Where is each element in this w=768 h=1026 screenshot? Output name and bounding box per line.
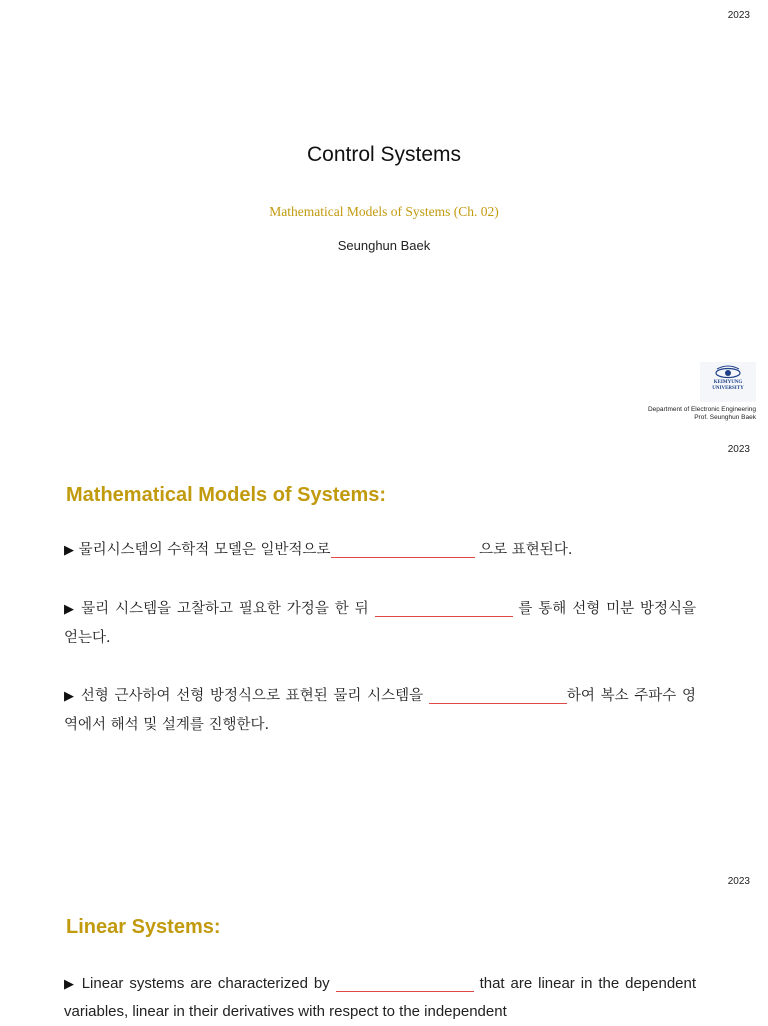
year-label: 2023 bbox=[727, 876, 750, 887]
text-segment: 하여 복소 주파수 영역에서 해석 및 설계를 진행한다. bbox=[64, 688, 697, 733]
slide-heading: Linear Systems: bbox=[66, 916, 221, 938]
bullet-triangle-icon: ▶ bbox=[64, 689, 76, 704]
text-segment: 를 통해 선형 미분 방정식을 얻는다. bbox=[64, 601, 697, 646]
eye-emblem-icon bbox=[700, 362, 756, 380]
models-slide bbox=[0, 432, 768, 864]
bullet-triangle-icon: ▶ bbox=[64, 602, 76, 617]
author-name: Seunghun Baek bbox=[337, 238, 431, 253]
year-label: 2023 bbox=[727, 444, 750, 455]
bullet-triangle-icon: ▶ bbox=[64, 543, 74, 558]
bullet-paragraph-1 bbox=[64, 970, 696, 1026]
professor-name: Prof. Seunghun Baek bbox=[694, 414, 756, 421]
title-slide bbox=[0, 0, 768, 432]
answer-blank bbox=[336, 973, 474, 992]
bullet-triangle-icon: ▶ bbox=[64, 976, 76, 991]
bullet-paragraph-1 bbox=[64, 536, 696, 565]
slide-subtitle: Mathematical Models of Systems (Ch. 02) bbox=[269, 204, 499, 219]
bullet-paragraph-2 bbox=[64, 595, 696, 652]
text-segment: Linear systems are characterized by bbox=[81, 975, 330, 992]
answer-blank bbox=[429, 685, 567, 704]
department-name: Department of Electronic Engineering bbox=[647, 406, 756, 413]
answer-blank bbox=[375, 598, 513, 617]
year-label: 2023 bbox=[727, 10, 750, 21]
text-segment: 선형 근사하여 선형 방정식으로 표현된 물리 시스템을 bbox=[80, 688, 424, 704]
department-info bbox=[648, 406, 756, 422]
logo-text: KEIMYUNG UNIVERSITY bbox=[712, 380, 744, 391]
bullet-paragraph-3 bbox=[64, 682, 696, 739]
university-logo bbox=[700, 362, 756, 402]
answer-blank bbox=[331, 539, 475, 558]
text-segment: 물리 시스템을 고찰하고 필요한 가정을 한 뒤 bbox=[81, 601, 369, 617]
slide-heading: Mathematical Models of Systems: bbox=[66, 484, 387, 506]
text-segment: 물리시스템의 수학적 모델은 일반적으로 bbox=[78, 542, 331, 558]
linear-systems-slide bbox=[0, 864, 768, 1024]
text-segment: that are linear in the dependent variables, linear in their derivatives with respect to the independent bbox=[64, 975, 697, 1020]
text-segment: 으로 표현된다. bbox=[479, 542, 573, 558]
slide-title: Control Systems bbox=[306, 143, 462, 166]
